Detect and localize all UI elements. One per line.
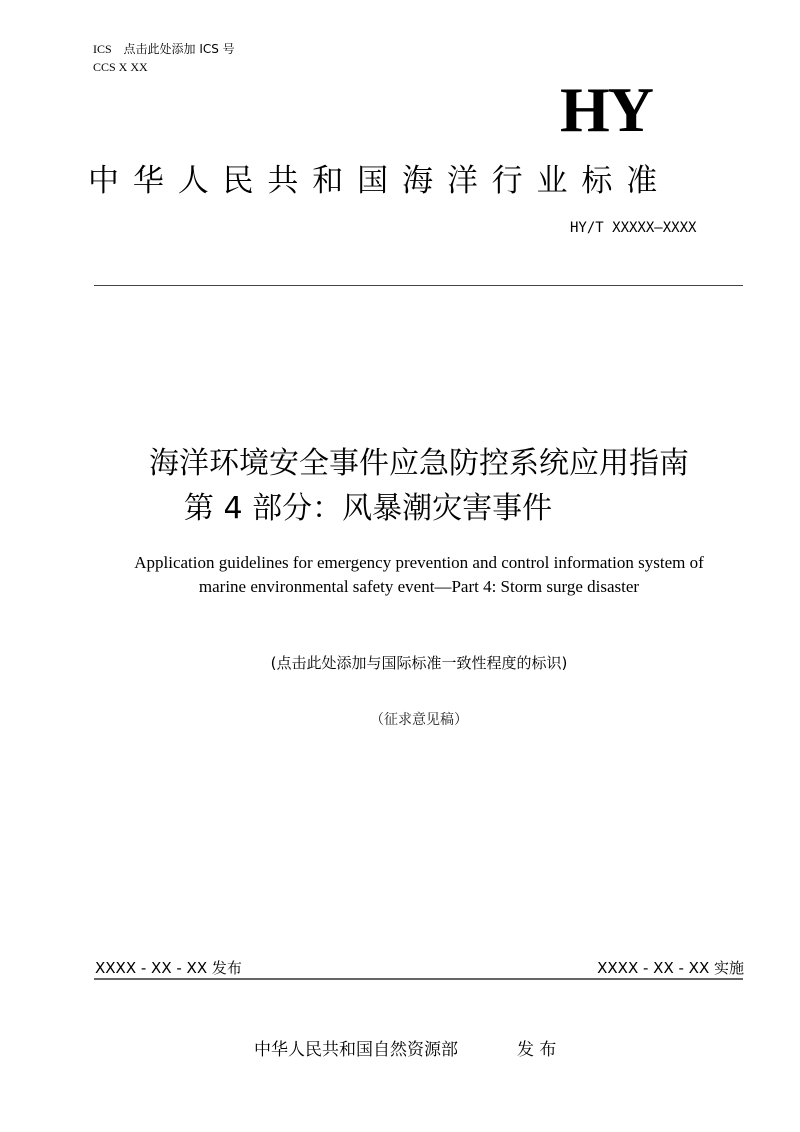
draft-status: （征求意见稿） (370, 712, 468, 728)
title-zh-line1: 海洋环境安全事件应急防控系统应用指南 (149, 446, 689, 481)
title-zh-line2: 第 4 部分：风暴潮灾害事件 (183, 491, 553, 526)
issue-word: 发 布 (517, 1040, 557, 1060)
issuer: 中华人民共和国自然资源部 (254, 1040, 458, 1060)
title-en-line1: Application guidelines for emergency prevention and control information system of (134, 553, 704, 572)
hy-logo: HY (560, 74, 652, 145)
title-en-line2: marine environmental safety event—Part 4: Storm surge disaster (198, 577, 640, 596)
publish-date: XXXX - XX - XX 发布 (95, 959, 242, 977)
implement-date: XXXX - XX - XX 实施 (597, 959, 744, 977)
consistency-placeholder[interactable]: (点击此处添加与国际标准一致性程度的标识) (270, 654, 568, 672)
standard-number: HY/T XXXXX—XXXX (570, 220, 697, 236)
ccs-code: CCS X XX (93, 60, 148, 74)
ics-placeholder[interactable]: 点击此处添加 ICS 号 (123, 42, 235, 56)
standard-type: 中 华 人 民 共 和 国 海 洋 行 业 标 准 (88, 163, 660, 199)
ics-line (93, 40, 235, 57)
header-divider (94, 285, 743, 286)
footer-divider (94, 978, 743, 980)
ics-label: ICS (93, 42, 112, 56)
